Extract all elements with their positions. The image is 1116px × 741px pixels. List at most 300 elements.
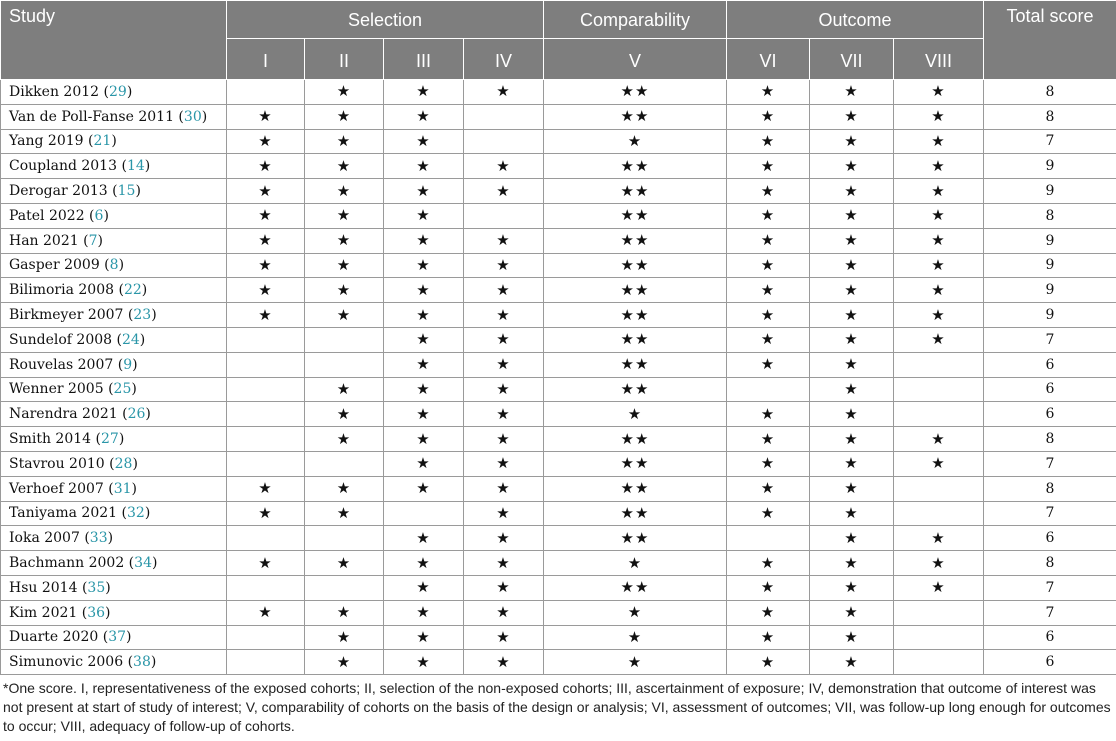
star-cell: [464, 203, 544, 228]
star-cell: ★: [384, 80, 464, 105]
table-row: [1, 278, 1116, 303]
star-cell: ★: [227, 203, 305, 228]
reference-link[interactable]: 37: [108, 629, 127, 646]
star-cell: ★: [894, 203, 984, 228]
table-row: [1, 303, 1116, 328]
study-name: Patel 2022: [9, 207, 85, 224]
study-name: Rouvelas 2007: [9, 356, 114, 373]
star-cell: ★: [727, 451, 810, 476]
reference-link[interactable]: 27: [101, 431, 119, 448]
star-cell: [894, 402, 984, 427]
star-cell: [305, 526, 384, 551]
star-cell: ★: [384, 303, 464, 328]
table-row: [1, 427, 1116, 452]
table-row: [1, 650, 1116, 675]
star-cell: ★: [894, 427, 984, 452]
reference-link[interactable]: 15: [117, 183, 136, 200]
star-cell: ★: [727, 327, 810, 352]
star-cell: ★★: [544, 104, 727, 129]
star-cell: ★: [894, 253, 984, 278]
study-cell: Smith 2014 (27): [1, 427, 227, 452]
study-cell: Gasper 2009 (8): [1, 253, 227, 278]
reference-link[interactable]: 22: [123, 282, 142, 299]
star-cell: ★: [305, 551, 384, 576]
star-cell: ★: [384, 377, 464, 402]
star-cell: ★: [727, 551, 810, 576]
table-row: [1, 327, 1116, 352]
star-cell: ★: [727, 575, 810, 600]
star-cell: ★: [727, 303, 810, 328]
star-cell: [305, 451, 384, 476]
star-cell: ★: [305, 303, 384, 328]
total-score-cell: 6: [984, 650, 1116, 675]
star-cell: ★: [384, 451, 464, 476]
study-cell: Rouvelas 2007 (9): [1, 352, 227, 377]
study-cell: Duarte 2020 (37): [1, 625, 227, 650]
study-name: Kim 2021: [9, 604, 78, 621]
star-cell: ★★: [544, 476, 727, 501]
star-cell: [227, 327, 305, 352]
total-score-cell: 9: [984, 278, 1116, 303]
study-name: Derogar 2013: [9, 183, 108, 200]
total-score-cell: 6: [984, 352, 1116, 377]
star-cell: ★★: [544, 278, 727, 303]
total-score-cell: 6: [984, 625, 1116, 650]
study-name: Dikken 2012: [9, 83, 100, 100]
study-cell: Taniyama 2021 (32): [1, 501, 227, 526]
star-cell: ★: [727, 179, 810, 204]
reference-link[interactable]: 36: [87, 604, 106, 621]
star-cell: [227, 352, 305, 377]
star-cell: ★: [727, 625, 810, 650]
study-name: Bilimoria 2008: [9, 282, 115, 299]
total-score-cell: 9: [984, 303, 1116, 328]
star-cell: [227, 451, 305, 476]
star-cell: ★: [464, 650, 544, 675]
study-cell: Wenner 2005 (25): [1, 377, 227, 402]
star-cell: ★: [727, 129, 810, 154]
study-name: Hsu 2014: [9, 579, 78, 596]
subheader-iii: III: [384, 39, 464, 80]
header-outcome: Outcome: [727, 1, 984, 39]
star-cell: ★: [810, 526, 894, 551]
star-cell: ★: [544, 551, 727, 576]
star-cell: ★: [464, 600, 544, 625]
subheader-iv: IV: [464, 39, 544, 80]
star-cell: ★: [544, 402, 727, 427]
star-cell: ★: [727, 228, 810, 253]
study-cell: Han 2021 (7): [1, 228, 227, 253]
star-cell: ★: [894, 129, 984, 154]
reference-link[interactable]: 23: [133, 307, 152, 324]
table-row: [1, 179, 1116, 204]
star-cell: ★: [810, 551, 894, 576]
table-row: [1, 476, 1116, 501]
reference-link[interactable]: 34: [134, 555, 152, 572]
table-row: [1, 129, 1116, 154]
star-cell: ★: [305, 650, 384, 675]
star-cell: [727, 377, 810, 402]
study-name: Simunovic 2006: [9, 654, 124, 671]
star-cell: [227, 526, 305, 551]
star-cell: ★: [464, 427, 544, 452]
study-name: Ioka 2007: [9, 530, 80, 547]
reference-link[interactable]: 32: [126, 505, 145, 522]
study-cell: Bilimoria 2008 (22): [1, 278, 227, 303]
star-cell: ★: [894, 278, 984, 303]
study-name: Birkmeyer 2007: [9, 307, 124, 324]
star-cell: ★: [894, 228, 984, 253]
star-cell: ★★: [544, 451, 727, 476]
star-cell: ★: [227, 104, 305, 129]
star-cell: ★★: [544, 377, 727, 402]
study-name: Narendra 2021: [9, 406, 118, 423]
star-cell: ★: [810, 228, 894, 253]
star-cell: ★: [227, 253, 305, 278]
star-cell: ★★: [544, 228, 727, 253]
table-row: [1, 600, 1116, 625]
reference-link[interactable]: 25: [113, 381, 132, 398]
star-cell: ★: [384, 203, 464, 228]
star-cell: ★: [464, 327, 544, 352]
study-cell: Hsu 2014 (35): [1, 575, 227, 600]
star-cell: ★: [727, 203, 810, 228]
reference-link[interactable]: 9: [123, 356, 133, 373]
total-score-cell: 7: [984, 451, 1116, 476]
star-cell: ★: [810, 154, 894, 179]
star-cell: ★: [810, 650, 894, 675]
header-comparability: Comparability: [544, 1, 727, 39]
star-cell: [894, 600, 984, 625]
star-cell: [464, 129, 544, 154]
reference-link[interactable]: 33: [89, 530, 108, 547]
star-cell: ★: [894, 451, 984, 476]
star-cell: ★: [384, 551, 464, 576]
total-score-cell: 7: [984, 575, 1116, 600]
star-cell: ★: [384, 278, 464, 303]
star-cell: ★: [464, 278, 544, 303]
star-cell: ★: [894, 327, 984, 352]
star-cell: [227, 427, 305, 452]
star-cell: ★: [227, 179, 305, 204]
subheader-vi: VI: [727, 39, 810, 80]
star-cell: ★: [384, 575, 464, 600]
study-cell: Bachmann 2002 (34): [1, 551, 227, 576]
total-score-cell: 7: [984, 129, 1116, 154]
star-cell: ★: [810, 327, 894, 352]
star-cell: ★: [894, 104, 984, 129]
table-row: [1, 551, 1116, 576]
star-cell: ★: [464, 154, 544, 179]
star-cell: ★: [464, 228, 544, 253]
star-cell: ★: [227, 228, 305, 253]
subheader-vii: VII: [810, 39, 894, 80]
study-name: Van de Poll-Fanse 2011: [9, 108, 174, 125]
star-cell: [227, 80, 305, 105]
study-cell: Stavrou 2010 (28): [1, 451, 227, 476]
reference-link[interactable]: 31: [113, 480, 132, 497]
study-cell: Patel 2022 (6): [1, 203, 227, 228]
star-cell: ★: [727, 253, 810, 278]
study-name: Han 2021: [9, 232, 79, 249]
star-cell: ★: [464, 303, 544, 328]
star-cell: ★: [810, 303, 894, 328]
star-cell: ★: [810, 253, 894, 278]
table-row: [1, 377, 1116, 402]
star-cell: ★: [384, 402, 464, 427]
star-cell: ★: [894, 526, 984, 551]
study-cell: Dikken 2012 (29): [1, 80, 227, 105]
study-name: Yang 2019: [9, 133, 84, 150]
star-cell: ★: [464, 476, 544, 501]
table-row: [1, 501, 1116, 526]
star-cell: ★: [305, 625, 384, 650]
table-row: [1, 80, 1116, 105]
star-cell: ★: [810, 278, 894, 303]
star-cell: ★: [384, 228, 464, 253]
total-score-cell: 9: [984, 228, 1116, 253]
total-score-cell: 6: [984, 402, 1116, 427]
study-cell: Derogar 2013 (15): [1, 179, 227, 204]
star-cell: ★: [305, 476, 384, 501]
star-cell: ★: [464, 551, 544, 576]
star-cell: ★: [384, 129, 464, 154]
star-cell: ★: [894, 80, 984, 105]
study-cell: Ioka 2007 (33): [1, 526, 227, 551]
star-cell: ★: [894, 179, 984, 204]
star-cell: ★: [727, 154, 810, 179]
star-cell: [894, 501, 984, 526]
star-cell: ★: [810, 129, 894, 154]
star-cell: ★: [384, 600, 464, 625]
star-cell: [894, 476, 984, 501]
total-score-cell: 9: [984, 179, 1116, 204]
star-cell: ★: [727, 476, 810, 501]
star-cell: ★: [305, 80, 384, 105]
star-cell: ★: [384, 650, 464, 675]
star-cell: ★★: [544, 526, 727, 551]
star-cell: ★★: [544, 203, 727, 228]
total-score-cell: 9: [984, 154, 1116, 179]
star-cell: ★★: [544, 154, 727, 179]
star-cell: ★: [464, 377, 544, 402]
star-cell: ★: [810, 476, 894, 501]
study-cell: Verhoef 2007 (31): [1, 476, 227, 501]
star-cell: [894, 625, 984, 650]
star-cell: [894, 377, 984, 402]
star-cell: ★: [894, 551, 984, 576]
reference-link[interactable]: 8: [109, 257, 119, 274]
star-cell: ★: [544, 600, 727, 625]
star-cell: ★: [810, 104, 894, 129]
star-cell: ★: [464, 179, 544, 204]
star-cell: ★: [810, 352, 894, 377]
table-header: [1, 1, 1116, 80]
star-cell: [227, 402, 305, 427]
star-cell: ★★: [544, 575, 727, 600]
star-cell: ★: [810, 501, 894, 526]
total-score-cell: 9: [984, 253, 1116, 278]
star-cell: ★: [727, 80, 810, 105]
study-cell: Yang 2019 (21): [1, 129, 227, 154]
reference-link[interactable]: 14: [126, 158, 145, 175]
star-cell: ★: [384, 427, 464, 452]
study-name: Bachmann 2002: [9, 555, 125, 572]
table-row: [1, 451, 1116, 476]
star-cell: ★: [384, 625, 464, 650]
total-score-cell: 8: [984, 551, 1116, 576]
study-cell: Narendra 2021 (26): [1, 402, 227, 427]
star-cell: ★: [305, 129, 384, 154]
study-name: Wenner 2005: [9, 381, 104, 398]
reference-link[interactable]: 38: [133, 654, 151, 671]
table-row: [1, 203, 1116, 228]
reference-link[interactable]: 35: [87, 579, 106, 596]
reference-link[interactable]: 24: [121, 331, 140, 348]
star-cell: ★: [464, 352, 544, 377]
reference-link[interactable]: 6: [94, 207, 104, 224]
star-cell: ★: [464, 402, 544, 427]
table-row: [1, 253, 1116, 278]
star-cell: ★: [227, 476, 305, 501]
star-cell: ★: [894, 303, 984, 328]
star-cell: [227, 625, 305, 650]
star-cell: ★: [305, 179, 384, 204]
star-cell: ★: [810, 427, 894, 452]
star-cell: ★: [810, 80, 894, 105]
table-row: [1, 104, 1116, 129]
star-cell: ★: [227, 600, 305, 625]
study-cell: Coupland 2013 (14): [1, 154, 227, 179]
total-score-cell: 8: [984, 80, 1116, 105]
subheader-v: V: [544, 39, 727, 80]
study-name: Taniyama 2021: [9, 505, 118, 522]
star-cell: ★: [384, 352, 464, 377]
star-cell: [227, 650, 305, 675]
study-cell: Birkmeyer 2007 (23): [1, 303, 227, 328]
reference-link[interactable]: 30: [183, 108, 202, 125]
star-cell: ★: [727, 278, 810, 303]
star-cell: ★: [384, 476, 464, 501]
star-cell: ★: [305, 154, 384, 179]
star-cell: [384, 501, 464, 526]
subheader-viii: VIII: [894, 39, 984, 80]
star-cell: ★: [727, 402, 810, 427]
table-row: [1, 228, 1116, 253]
star-cell: ★: [544, 650, 727, 675]
table-row: [1, 625, 1116, 650]
star-cell: [305, 352, 384, 377]
star-cell: ★: [305, 600, 384, 625]
reference-link[interactable]: 28: [114, 455, 133, 472]
total-score-cell: 7: [984, 501, 1116, 526]
reference-link[interactable]: 26: [127, 406, 146, 423]
total-score-cell: 8: [984, 476, 1116, 501]
star-cell: ★: [464, 253, 544, 278]
star-cell: ★: [305, 253, 384, 278]
star-cell: ★: [305, 104, 384, 129]
study-name: Sundelof 2008: [9, 331, 113, 348]
study-name: Stavrou 2010: [9, 455, 105, 472]
star-cell: [305, 327, 384, 352]
star-cell: ★: [384, 179, 464, 204]
star-cell: ★: [305, 427, 384, 452]
star-cell: [464, 104, 544, 129]
study-name: Smith 2014: [9, 431, 92, 448]
star-cell: ★: [227, 278, 305, 303]
reference-link[interactable]: 29: [108, 83, 127, 100]
header-study: Study: [1, 1, 227, 80]
star-cell: ★: [464, 625, 544, 650]
table-row: [1, 154, 1116, 179]
star-cell: [894, 352, 984, 377]
star-cell: ★: [384, 154, 464, 179]
star-cell: ★★: [544, 501, 727, 526]
star-cell: ★: [727, 427, 810, 452]
star-cell: ★★: [544, 352, 727, 377]
star-cell: [727, 526, 810, 551]
star-cell: ★: [305, 402, 384, 427]
study-cell: Van de Poll-Fanse 2011 (30): [1, 104, 227, 129]
star-cell: ★: [464, 451, 544, 476]
table-row: [1, 352, 1116, 377]
study-name: Verhoef 2007: [9, 480, 104, 497]
star-cell: ★★: [544, 179, 727, 204]
star-cell: ★★: [544, 327, 727, 352]
star-cell: [305, 575, 384, 600]
table-row: [1, 402, 1116, 427]
star-cell: ★: [384, 104, 464, 129]
header-selection: Selection: [227, 1, 544, 39]
star-cell: ★: [727, 600, 810, 625]
study-name: Duarte 2020: [9, 629, 99, 646]
star-cell: ★: [464, 526, 544, 551]
star-cell: ★: [384, 253, 464, 278]
reference-link[interactable]: 21: [93, 133, 112, 150]
star-cell: ★: [810, 203, 894, 228]
star-cell: ★: [810, 179, 894, 204]
total-score-cell: 7: [984, 327, 1116, 352]
star-cell: ★: [384, 526, 464, 551]
table-footnote: *One score. I, representativeness of the exposed cohorts; II, selection of the non-exposed cohorts; III, ascertainment of exposure; IV, demonstration that outcome of interest was not present at start of study of interest; V, comparability of cohorts on the basis of the design or analysis; VI, assessment of outcomes; VII, was follow-up long enough for outcomes to occur; VIII, adequacy of follow-up of cohorts.: [3, 680, 1111, 734]
star-cell: ★: [544, 625, 727, 650]
total-score-cell: 6: [984, 377, 1116, 402]
table-body: [1, 80, 1116, 675]
star-cell: ★: [305, 501, 384, 526]
star-cell: ★: [227, 129, 305, 154]
star-cell: ★: [810, 600, 894, 625]
star-cell: ★: [727, 501, 810, 526]
study-cell: Kim 2021 (36): [1, 600, 227, 625]
star-cell: ★: [227, 303, 305, 328]
reference-link[interactable]: 7: [88, 232, 98, 249]
star-cell: ★: [544, 129, 727, 154]
star-cell: ★: [305, 203, 384, 228]
star-cell: ★: [727, 104, 810, 129]
star-cell: ★: [894, 154, 984, 179]
star-cell: [227, 575, 305, 600]
star-cell: [894, 650, 984, 675]
total-score-cell: 6: [984, 526, 1116, 551]
subheader-i: I: [227, 39, 305, 80]
star-cell: ★★: [544, 303, 727, 328]
study-cell: Simunovic 2006 (38): [1, 650, 227, 675]
star-cell: ★: [464, 575, 544, 600]
star-cell: ★: [464, 80, 544, 105]
star-cell: ★: [464, 501, 544, 526]
star-cell: ★★: [544, 253, 727, 278]
star-cell: ★: [227, 501, 305, 526]
